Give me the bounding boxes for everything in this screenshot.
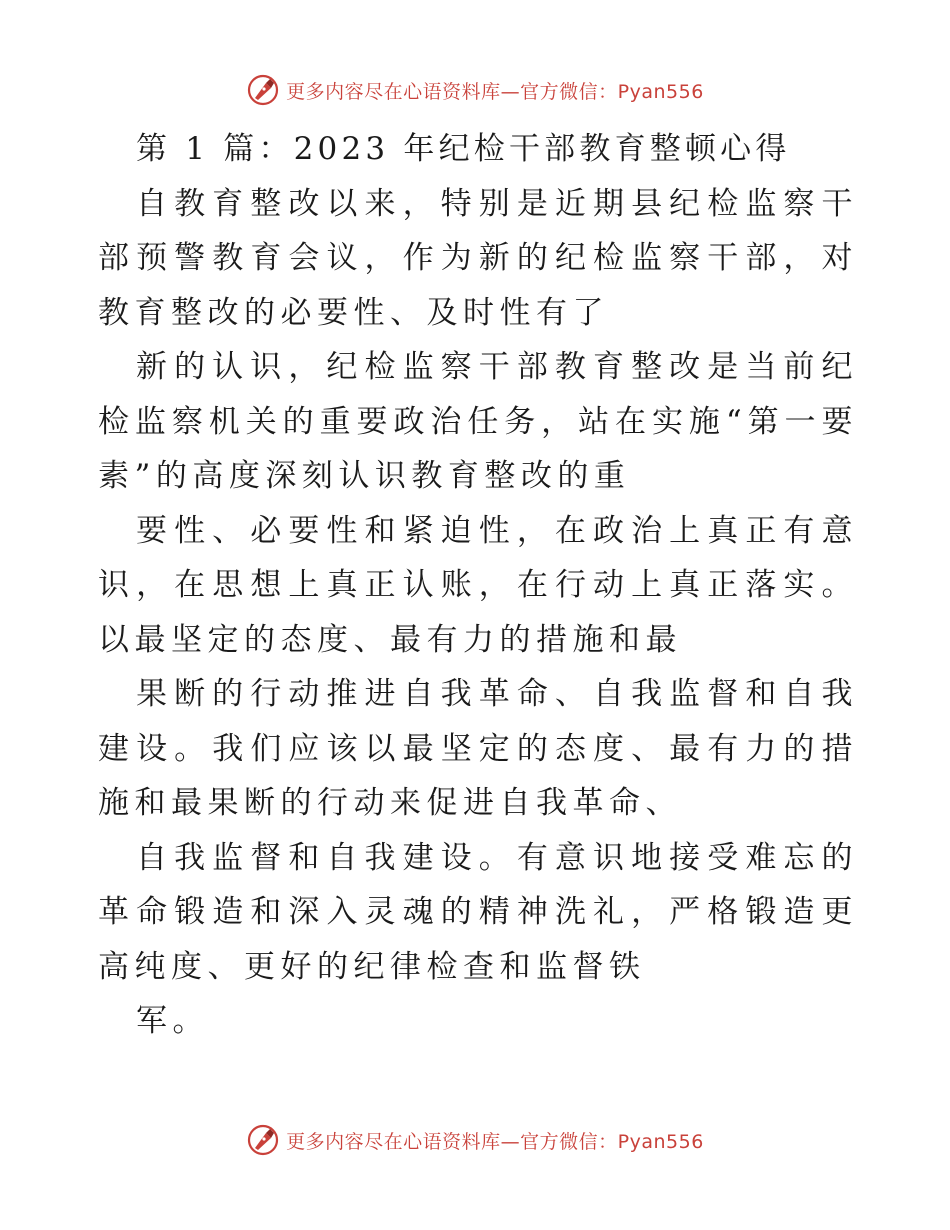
paragraph: 自教育整改以来，特别是近期县纪检监察干部预警教育会议，作为新的纪检监察干部，对教育整改的必要性、及时性有了 <box>98 185 858 331</box>
watermark-text: 更多内容尽在心语资料库—官方微信：Pyan556 <box>286 1130 704 1153</box>
footer-watermark <box>0 1120 950 1160</box>
document-body <box>98 122 858 1049</box>
document-title: 第 1 篇：2023 年纪检干部教育整顿心得 <box>136 131 791 167</box>
paragraph: 新的认识，纪检监察干部教育整改是当前纪检监察机关的重要政治任务，站在实施“第一要素”的高度深刻认识教育整改的重 <box>98 349 858 494</box>
paragraph: 果断的行动推进自我革命、自我监督和自我建设。我们应该以最坚定的态度、最有力的措施和最果断的行动来促进自我革命、 <box>98 676 858 821</box>
paragraph: 军。 <box>136 1003 209 1039</box>
header-watermark <box>0 70 950 110</box>
paragraph: 自我监督和自我建设。有意识地接受难忘的革命锻造和深入灵魂的精神洗礼，严格锻造更高纯度、更好的纪律检查和监督铁 <box>98 839 858 985</box>
pen-nib-logo-icon <box>246 73 280 107</box>
watermark-text: 更多内容尽在心语资料库—官方微信：Pyan556 <box>286 80 704 103</box>
paragraph: 要性、必要性和紧迫性，在政治上真正有意识，在思想上真正认账，在行动上真正落实。以最坚定的态度、最有力的措施和最 <box>98 512 858 658</box>
pen-nib-logo-icon <box>246 1123 280 1157</box>
